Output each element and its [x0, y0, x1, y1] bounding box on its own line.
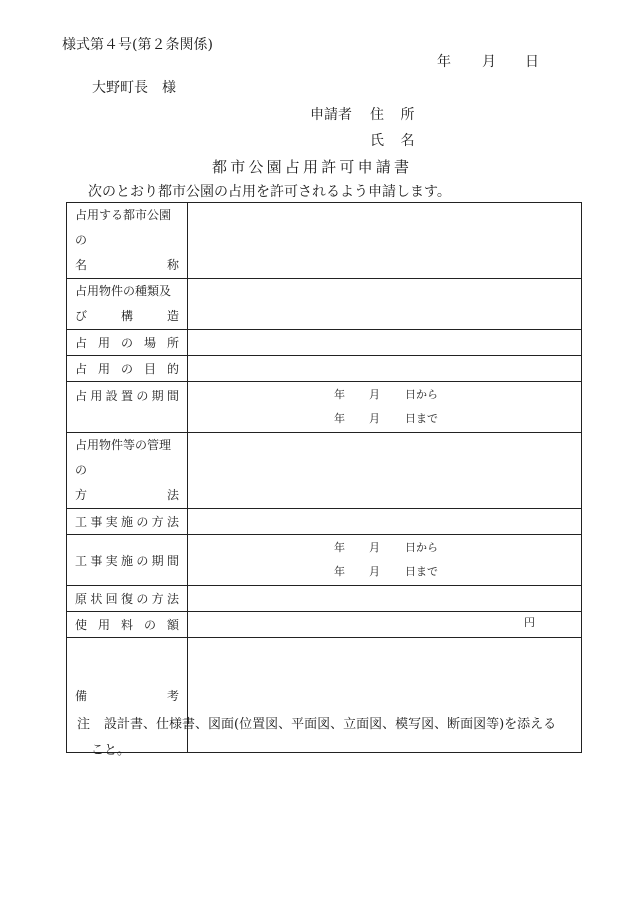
label-char: 法 — [166, 515, 179, 529]
page-title: 都市公園占用許可申請書 — [212, 158, 413, 176]
period-from-line — [188, 536, 581, 560]
period-from-line — [188, 383, 581, 407]
label-char: 工 — [75, 515, 88, 529]
label-char: 名 — [75, 258, 88, 272]
label-char: 的 — [166, 362, 179, 376]
table-row — [67, 535, 582, 586]
label-char: 用 — [90, 389, 103, 403]
label-purpose — [67, 356, 188, 382]
label-char: 称 — [166, 258, 179, 272]
applicant-address-label: 住 所 — [370, 107, 421, 123]
label-char: 占 — [75, 362, 88, 376]
type-structure-field[interactable] — [188, 279, 582, 330]
label-construction-method — [67, 509, 188, 535]
park-name-field[interactable] — [188, 203, 582, 279]
label-park-name — [67, 203, 188, 279]
date-day-label: 日 — [525, 54, 539, 70]
label-char: 施 — [120, 515, 133, 529]
table-row — [67, 586, 582, 612]
label-line: 占用する都市公園の — [75, 208, 172, 247]
label-char: 占 — [75, 336, 88, 350]
label-char: 実 — [105, 553, 118, 568]
label-occupancy-period — [67, 382, 188, 433]
label-char: の — [143, 618, 156, 632]
label-char: 回 — [105, 592, 118, 606]
period-from-label: 日から — [405, 541, 438, 554]
label-char: 事 — [90, 553, 103, 568]
label-char: の — [136, 592, 149, 606]
restoration-method-field[interactable] — [188, 586, 582, 612]
label-remarks — [67, 638, 188, 753]
label-type-structure — [67, 279, 188, 330]
label-char: 額 — [166, 618, 179, 632]
period-year-label: 年 — [334, 565, 345, 578]
applicant-label: 申請者 — [310, 107, 352, 123]
label-char: の — [136, 553, 149, 568]
label-char: 事 — [90, 515, 103, 529]
period-month-label: 月 — [369, 565, 380, 578]
label-char: 実 — [105, 515, 118, 529]
label-char: 置 — [120, 389, 133, 403]
label-char: 備 — [75, 688, 88, 703]
label-char: の — [136, 515, 149, 529]
table-row — [67, 382, 582, 433]
label-char: 間 — [166, 553, 179, 568]
label-char: 復 — [120, 592, 133, 606]
fee-unit-label: 円 — [524, 616, 535, 629]
label-char: の — [120, 362, 133, 376]
label-char: 設 — [105, 389, 118, 403]
table-row — [67, 203, 582, 279]
label-char: 方 — [151, 592, 164, 606]
label-location — [67, 330, 188, 356]
table-row — [67, 433, 582, 509]
label-char: 用 — [97, 336, 110, 350]
note-line-1: 設計書、仕様書、図面(位置図、平面図、立面図、模写図、断面図等)を添える — [104, 717, 557, 732]
period-year-label: 年 — [334, 412, 345, 425]
table-row — [67, 330, 582, 356]
addressee: 大野町長 様 — [92, 80, 176, 96]
label-char: 方 — [151, 515, 164, 529]
period-year-label: 年 — [334, 541, 345, 554]
label-char: び — [75, 309, 88, 323]
date-year-label: 年 — [437, 54, 451, 70]
usage-fee-field[interactable] — [188, 612, 582, 638]
label-char: 用 — [97, 362, 110, 376]
period-to-label: 日まで — [405, 565, 438, 578]
construction-method-field[interactable] — [188, 509, 582, 535]
construction-period-field[interactable] — [188, 535, 582, 586]
label-char: 方 — [75, 488, 88, 502]
label-char: 施 — [120, 553, 133, 568]
label-char: 考 — [166, 688, 179, 703]
period-to-line — [188, 407, 581, 431]
label-char: 法 — [166, 592, 179, 606]
remarks-field[interactable] — [188, 638, 582, 753]
period-month-label: 月 — [369, 388, 380, 401]
label-usage-fee — [67, 612, 188, 638]
location-field[interactable] — [188, 330, 582, 356]
label-char: 所 — [166, 336, 179, 350]
applicant-name-label: 氏 名 — [370, 133, 421, 149]
label-char: 工 — [75, 553, 88, 568]
application-table — [66, 202, 582, 753]
label-char: 期 — [151, 553, 164, 568]
label-char: の — [120, 336, 133, 350]
table-row — [67, 356, 582, 382]
label-char: 場 — [143, 336, 156, 350]
label-line: 占用物件等の管理の — [75, 438, 172, 477]
period-month-label: 月 — [369, 412, 380, 425]
label-char: 目 — [143, 362, 156, 376]
table-row — [67, 638, 582, 753]
date-month-label: 月 — [482, 54, 496, 70]
period-from-label: 日から — [405, 388, 438, 401]
label-char: 期 — [151, 389, 164, 403]
occupancy-period-field[interactable] — [188, 382, 582, 433]
label-management-method — [67, 433, 188, 509]
table-row — [67, 509, 582, 535]
label-char: 用 — [97, 618, 110, 632]
table-row — [67, 612, 582, 638]
label-line: 占用物件の種類及 — [75, 284, 172, 298]
note-line-2: こと。 — [91, 743, 131, 758]
label-char: 法 — [166, 488, 179, 502]
label-char: 原 — [75, 592, 88, 606]
note-mark: 注 — [77, 717, 91, 732]
label-char: 料 — [120, 618, 133, 632]
label-restoration-method — [67, 586, 188, 612]
label-char: 使 — [75, 618, 88, 632]
management-method-field[interactable] — [188, 433, 582, 509]
label-char: 間 — [166, 389, 179, 403]
label-char: 構 — [120, 309, 133, 323]
label-char: 占 — [75, 389, 88, 403]
table-row — [67, 279, 582, 330]
label-char: の — [136, 389, 149, 403]
purpose-field[interactable] — [188, 356, 582, 382]
period-month-label: 月 — [369, 541, 380, 554]
intro-text: 次のとおり都市公園の占用を許可されるよう申請します。 — [88, 184, 451, 200]
label-construction-period — [67, 535, 188, 586]
period-year-label: 年 — [334, 388, 345, 401]
label-char: 状 — [90, 592, 103, 606]
label-char: 造 — [166, 309, 179, 323]
form-number: 様式第４号(第２条関係) — [62, 37, 213, 53]
period-to-label: 日まで — [405, 412, 438, 425]
period-to-line — [188, 560, 581, 584]
